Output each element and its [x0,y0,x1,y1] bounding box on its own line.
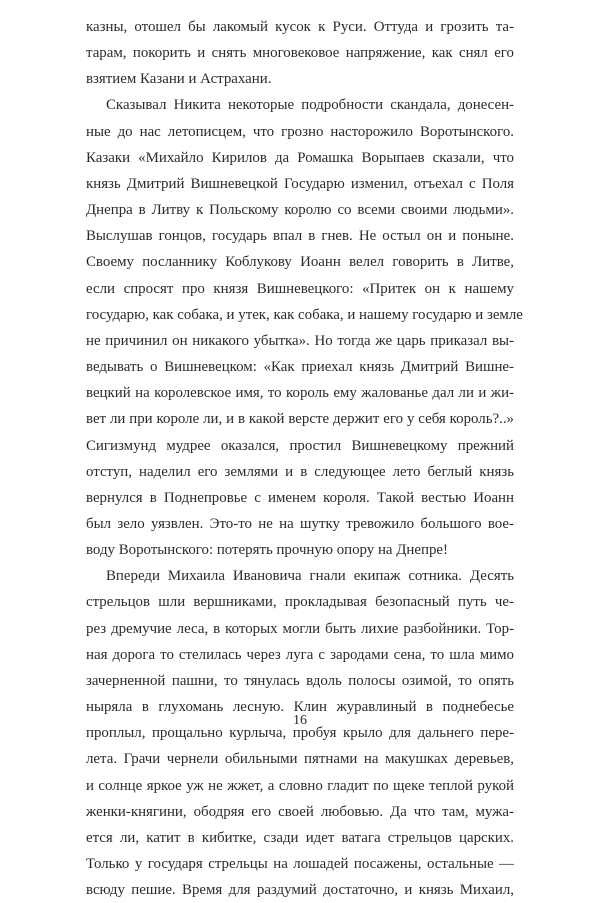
text-line: князь Дмитрий Вишневецкой Государю изменил, отъехал с Поля [86,175,514,192]
paragraph-1 [86,14,514,92]
text-line: зачерненной пашни, то тянулась вдоль полосы озимой, то опять [86,672,514,689]
text-line: взятием Казани и Астрахани. [86,71,272,88]
text-line: и солнце яркое уж не жжет, а словно гладит по щеке теплой рукой [86,777,514,794]
paragraph-2 [86,92,523,563]
text-line: ные до нас летописцем, что грозно насторожило Воротынского. [86,123,514,140]
text-line: казны, отошел бы лакомый кусок к Руси. Оттуда и грозить та- [86,19,514,35]
text-line: ется ли, катит в кибитке, сзади идет ватага стрельцов царских. [86,829,514,846]
text-line: лета. Грачи чернели обильными пятнами на макушках деревьев, [86,751,514,768]
text-line: Своему посланнику Коблукову Иоанн велел говорить в Литве, [86,254,514,271]
text-line: Только у государя стрельцы на лошадей посажены, остальные — [86,856,514,872]
text-line: женки-княгини, ободряя его своей любовью. Да что там, мужа- [86,803,514,820]
body-text [86,14,523,903]
text-line: ная дорога то стелилась через луга с зародами сена, то шла мимо [86,646,514,663]
text-line: вецкий на королевское имя, то король ему жалованье дал ли и жи- [86,385,514,402]
text-line-content: Сказывал Никита некоторые подробности скандала, донесен- [106,97,514,114]
text-line: всюду пешие. Время для раздумий достаточно, и князь Михаил, [86,882,514,899]
paragraph-3 [86,563,514,903]
text-line-content: Впереди Михаила Ивановича гнали екипаж сотника. Десять [106,568,514,585]
text-line: если спросят про князя Вишневецкого: «Притек он к нашему [86,280,514,297]
text-line: ведывать о Вишневецком: «Как приехал князь Дмитрий Вишне- [86,359,514,376]
text-line: вет ли при короле ли, и в какой версте держит его у себя король?..» [86,411,514,428]
text-line [86,563,514,589]
text-line: рез дремучие леса, в которых могли быть лихие разбойники. Тор- [86,620,514,637]
text-line: ныряла в глухомань лесную. Клин журавлиный в поднебесье [86,699,514,716]
text-line: Днепра в Литву к Польскому королю со всеми своими людьми». [86,202,514,219]
text-line: проплыл, прощально курлыча, пробуя крыло для дальнего пере- [86,725,514,742]
text-line: государю, как собака, и утек, как собака, и нашему государю и земле [86,306,523,323]
text-line: воду Воротынского: потерять прочную опору на Днепре! [86,542,448,559]
text-line: стрельцов шли вершниками, прокладывая безопасный путь че- [86,594,514,611]
page-number: 16 [293,713,307,728]
text-line: тарам, покорить и снять многовековое напряжение, как снял его [86,45,514,62]
text-line: Сигизмунд мудрее оказался, простил Вишневецкому прежний [86,437,514,454]
text-line [86,92,514,118]
text-line: Выслушав гонцов, государь впал в гнев. Не остыл он и поныне. [86,228,514,245]
text-line: вернулся в Поднепровье с именем короля. Такой вестью Иоанн [86,489,514,506]
text-line: не причинил он никакого убытка». Но тогда же царь приказал вы- [86,332,514,349]
text-line: был зело уязвлен. Это-то не на шутку тревожило большого вое- [86,515,514,532]
text-line: Казаки «Михайло Кирилов да Ромашка Ворыпаев сказали, что [86,149,514,166]
text-line: отступ, наделил его землями и в следующее лето беглый князь [86,463,514,480]
